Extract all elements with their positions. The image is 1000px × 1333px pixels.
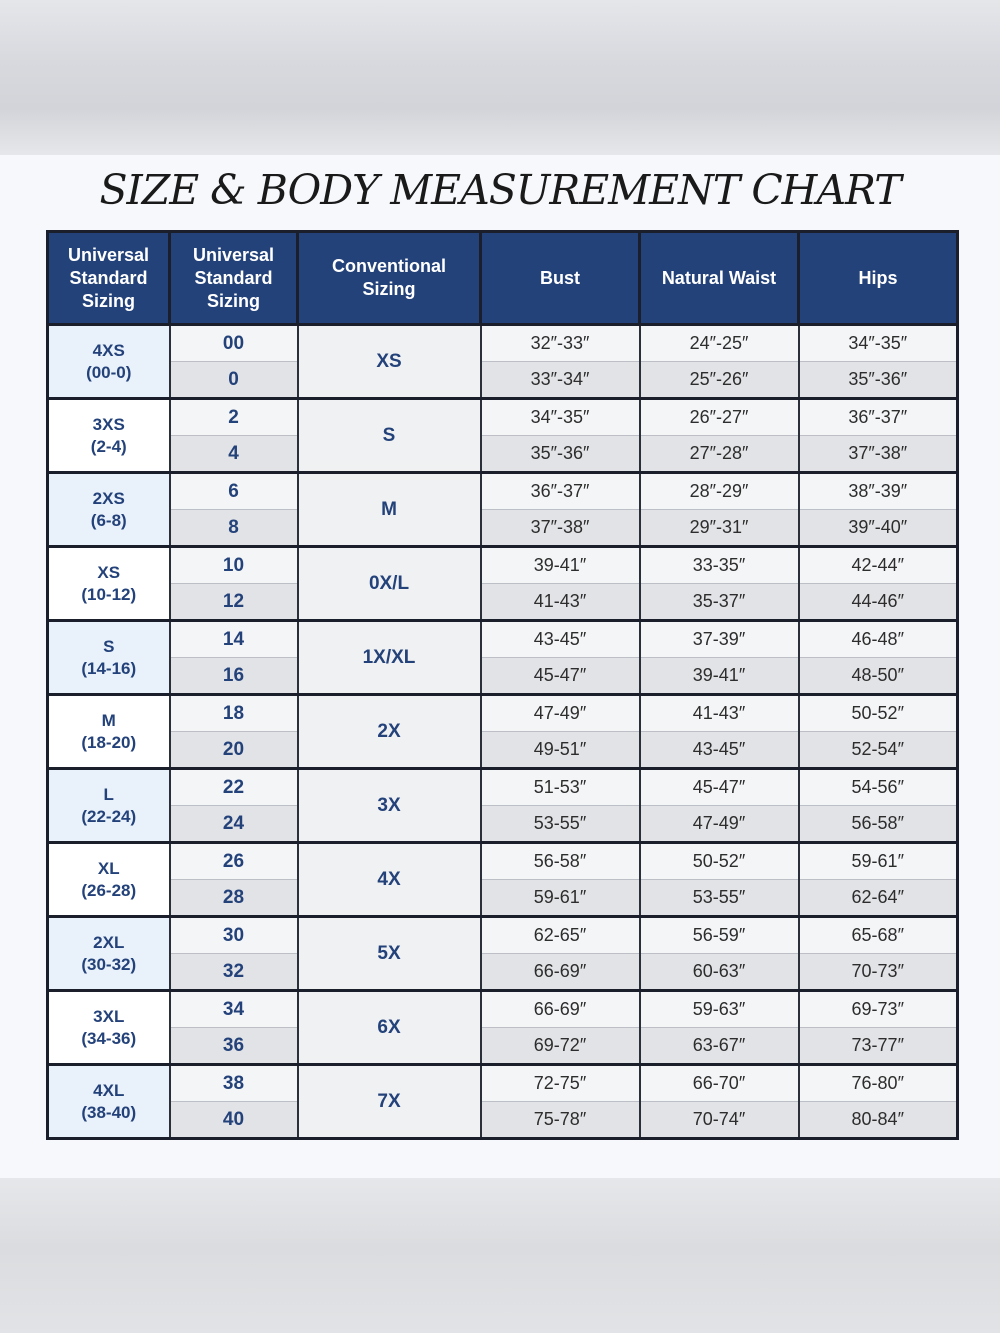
table-row — [48, 991, 958, 1028]
universal-size-label: L — [103, 784, 114, 804]
numeric-size-cell: 4 — [170, 436, 298, 473]
universal-size-range: (18-20) — [81, 732, 137, 752]
bust-cell: 36″-37″ — [481, 473, 640, 510]
natural-waist-cell: 70-74″ — [640, 1102, 799, 1139]
conventional-size-cell: 7X — [298, 1065, 481, 1139]
universal-size-range: (34-36) — [81, 1028, 137, 1048]
natural-waist-cell: 28″-29″ — [640, 473, 799, 510]
universal-size-cell — [48, 473, 170, 547]
table-row — [48, 362, 958, 399]
numeric-size-cell: 14 — [170, 621, 298, 658]
bust-cell: 59-61″ — [481, 880, 640, 917]
bust-cell: 47-49″ — [481, 695, 640, 732]
natural-waist-cell: 53-55″ — [640, 880, 799, 917]
universal-size-cell — [48, 695, 170, 769]
hips-cell: 62-64″ — [799, 880, 958, 917]
hips-cell: 48-50″ — [799, 658, 958, 695]
universal-size-cell — [48, 843, 170, 917]
numeric-size-cell: 28 — [170, 880, 298, 917]
header-bust: Bust — [481, 232, 640, 325]
table-row — [48, 732, 958, 769]
hips-cell: 65-68″ — [799, 917, 958, 954]
bust-cell: 66-69″ — [481, 954, 640, 991]
numeric-size-cell: 34 — [170, 991, 298, 1028]
numeric-size-cell: 38 — [170, 1065, 298, 1102]
header-row — [48, 232, 958, 325]
table-row — [48, 621, 958, 658]
universal-size-cell — [48, 547, 170, 621]
numeric-size-cell: 12 — [170, 584, 298, 621]
numeric-size-cell: 00 — [170, 325, 298, 362]
hips-cell: 73-77″ — [799, 1028, 958, 1065]
conventional-size-cell: 1X/XL — [298, 621, 481, 695]
natural-waist-cell: 27″-28″ — [640, 436, 799, 473]
table-row — [48, 1102, 958, 1139]
conventional-size-cell: XS — [298, 325, 481, 399]
universal-size-range: (22-24) — [81, 806, 137, 826]
conventional-size-cell: 5X — [298, 917, 481, 991]
hips-cell: 34″-35″ — [799, 325, 958, 362]
universal-size-range: (14-16) — [81, 658, 137, 678]
table-row — [48, 547, 958, 584]
bust-cell: 51-53″ — [481, 769, 640, 806]
natural-waist-cell: 41-43″ — [640, 695, 799, 732]
table-row — [48, 658, 958, 695]
universal-size-label: 2XL — [93, 932, 125, 952]
numeric-size-cell: 2 — [170, 399, 298, 436]
universal-size-range: (00-0) — [86, 362, 132, 382]
size-chart-table — [46, 230, 959, 1140]
table-row — [48, 917, 958, 954]
hips-cell: 59-61″ — [799, 843, 958, 880]
table-row — [48, 510, 958, 547]
bust-cell: 39-41″ — [481, 547, 640, 584]
hips-cell: 54-56″ — [799, 769, 958, 806]
table-row — [48, 769, 958, 806]
hips-cell: 70-73″ — [799, 954, 958, 991]
bust-cell: 35″-36″ — [481, 436, 640, 473]
hips-cell: 38″-39″ — [799, 473, 958, 510]
hips-cell: 42-44″ — [799, 547, 958, 584]
conventional-size-cell: 2X — [298, 695, 481, 769]
natural-waist-cell: 24″-25″ — [640, 325, 799, 362]
header-universal-standard-sizing-numeric: Universal Standard Sizing — [170, 232, 298, 325]
bust-cell: 33″-34″ — [481, 362, 640, 399]
universal-size-cell — [48, 621, 170, 695]
natural-waist-cell: 43-45″ — [640, 732, 799, 769]
natural-waist-cell: 56-59″ — [640, 917, 799, 954]
table-row — [48, 1065, 958, 1102]
natural-waist-cell: 25″-26″ — [640, 362, 799, 399]
table-row — [48, 473, 958, 510]
natural-waist-cell: 63-67″ — [640, 1028, 799, 1065]
hips-cell: 37″-38″ — [799, 436, 958, 473]
universal-size-cell — [48, 399, 170, 473]
table-row — [48, 436, 958, 473]
top-blurred-background — [0, 0, 1000, 155]
natural-waist-cell: 35-37″ — [640, 584, 799, 621]
numeric-size-cell: 8 — [170, 510, 298, 547]
conventional-size-cell: M — [298, 473, 481, 547]
bust-cell: 45-47″ — [481, 658, 640, 695]
hips-cell: 80-84″ — [799, 1102, 958, 1139]
table-row — [48, 325, 958, 362]
bust-cell: 56-58″ — [481, 843, 640, 880]
universal-size-label: M — [101, 710, 116, 730]
bust-cell: 53-55″ — [481, 806, 640, 843]
table-row — [48, 954, 958, 991]
table-row — [48, 806, 958, 843]
numeric-size-cell: 6 — [170, 473, 298, 510]
table-row — [48, 880, 958, 917]
conventional-size-cell: 3X — [298, 769, 481, 843]
bust-cell: 32″-33″ — [481, 325, 640, 362]
bust-cell: 66-69″ — [481, 991, 640, 1028]
hips-cell: 56-58″ — [799, 806, 958, 843]
numeric-size-cell: 10 — [170, 547, 298, 584]
natural-waist-cell: 66-70″ — [640, 1065, 799, 1102]
table-row — [48, 1028, 958, 1065]
numeric-size-cell: 36 — [170, 1028, 298, 1065]
natural-waist-cell: 60-63″ — [640, 954, 799, 991]
universal-size-label: XL — [97, 858, 120, 878]
universal-size-range: (26-28) — [81, 880, 137, 900]
universal-size-range: (38-40) — [81, 1102, 137, 1122]
hips-cell: 50-52″ — [799, 695, 958, 732]
table-row — [48, 695, 958, 732]
universal-size-cell — [48, 769, 170, 843]
hips-cell: 46-48″ — [799, 621, 958, 658]
universal-size-label: 4XL — [93, 1080, 125, 1100]
hips-cell: 36″-37″ — [799, 399, 958, 436]
numeric-size-cell: 16 — [170, 658, 298, 695]
table-row — [48, 399, 958, 436]
universal-size-cell — [48, 991, 170, 1065]
natural-waist-cell: 39-41″ — [640, 658, 799, 695]
table-header — [48, 232, 958, 325]
universal-size-label: S — [103, 636, 115, 656]
numeric-size-cell: 18 — [170, 695, 298, 732]
universal-size-label: 4XS — [92, 340, 125, 360]
bust-cell: 72-75″ — [481, 1065, 640, 1102]
universal-size-label: 3XL — [93, 1006, 125, 1026]
conventional-size-cell: 0X/L — [298, 547, 481, 621]
hips-cell: 76-80″ — [799, 1065, 958, 1102]
conventional-size-cell: S — [298, 399, 481, 473]
table-row — [48, 584, 958, 621]
hips-cell: 39″-40″ — [799, 510, 958, 547]
numeric-size-cell: 20 — [170, 732, 298, 769]
natural-waist-cell: 59-63″ — [640, 991, 799, 1028]
numeric-size-cell: 0 — [170, 362, 298, 399]
hips-cell: 69-73″ — [799, 991, 958, 1028]
numeric-size-cell: 30 — [170, 917, 298, 954]
natural-waist-cell: 50-52″ — [640, 843, 799, 880]
bust-cell: 34″-35″ — [481, 399, 640, 436]
universal-size-cell — [48, 325, 170, 399]
universal-size-range: (10-12) — [81, 584, 137, 604]
table-row — [48, 843, 958, 880]
conventional-size-cell: 6X — [298, 991, 481, 1065]
bust-cell: 62-65″ — [481, 917, 640, 954]
universal-size-range: (2-4) — [90, 436, 127, 456]
bust-cell: 75-78″ — [481, 1102, 640, 1139]
header-conventional-sizing: Conventional Sizing — [298, 232, 481, 325]
universal-size-label: 2XS — [92, 488, 125, 508]
chart-title: SIZE & BODY MEASUREMENT CHART — [99, 166, 901, 214]
hips-cell: 44-46″ — [799, 584, 958, 621]
numeric-size-cell: 22 — [170, 769, 298, 806]
hips-cell: 52-54″ — [799, 732, 958, 769]
bust-cell: 43-45″ — [481, 621, 640, 658]
conventional-size-cell: 4X — [298, 843, 481, 917]
bust-cell: 69-72″ — [481, 1028, 640, 1065]
header-hips: Hips — [799, 232, 958, 325]
bust-cell: 41-43″ — [481, 584, 640, 621]
natural-waist-cell: 26″-27″ — [640, 399, 799, 436]
universal-size-range: (6-8) — [90, 510, 127, 530]
bottom-blurred-background — [0, 1178, 1000, 1333]
universal-size-cell — [48, 917, 170, 991]
universal-size-label: 3XS — [92, 414, 125, 434]
header-universal-standard-sizing: Universal Standard Sizing — [48, 232, 170, 325]
natural-waist-cell: 29″-31″ — [640, 510, 799, 547]
natural-waist-cell: 45-47″ — [640, 769, 799, 806]
bust-cell: 49-51″ — [481, 732, 640, 769]
hips-cell: 35″-36″ — [799, 362, 958, 399]
natural-waist-cell: 33-35″ — [640, 547, 799, 584]
natural-waist-cell: 47-49″ — [640, 806, 799, 843]
universal-size-label: XS — [97, 562, 121, 582]
numeric-size-cell: 24 — [170, 806, 298, 843]
universal-size-range: (30-32) — [81, 954, 137, 974]
table-body — [48, 325, 958, 1139]
numeric-size-cell: 26 — [170, 843, 298, 880]
bust-cell: 37″-38″ — [481, 510, 640, 547]
header-natural-waist: Natural Waist — [640, 232, 799, 325]
natural-waist-cell: 37-39″ — [640, 621, 799, 658]
numeric-size-cell: 32 — [170, 954, 298, 991]
numeric-size-cell: 40 — [170, 1102, 298, 1139]
universal-size-cell — [48, 1065, 170, 1139]
